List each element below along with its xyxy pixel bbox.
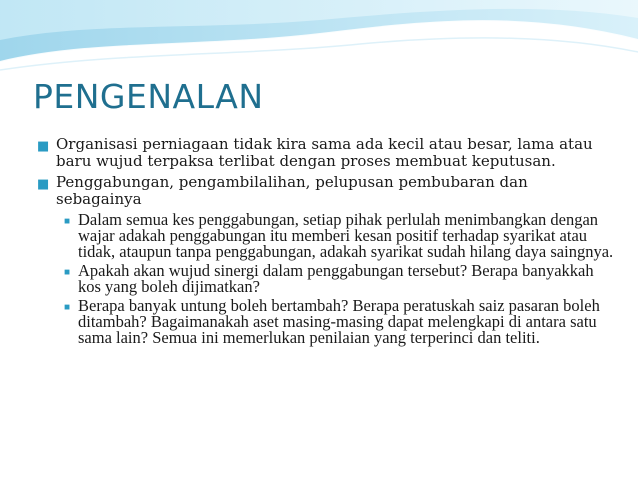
square-bullet-icon: ■	[64, 302, 71, 313]
slide-content	[36, 136, 616, 349]
sub-bullet-text: Berapa banyak untung boleh bertambah? Berapa peratuskah saiz pasaran boleh ditambah? Bagaimanakah aset masing-masing dapat melengkapi di antara satu sama lain? Semua ini memerlukan penilaian yang terperinci dan teliti.	[78, 296, 600, 347]
bullet-item	[36, 174, 616, 208]
square-bullet-icon: ■	[64, 267, 71, 278]
square-bullet-icon: ■	[37, 139, 50, 154]
bullet-item	[36, 136, 616, 170]
sub-bullet-text: Apakah akan wujud sinergi dalam penggabungan tersebut? Berapa banyakkah kos yang boleh dijimatkan?	[78, 261, 594, 296]
sub-bullet-item	[64, 263, 616, 295]
header-wave-decoration	[0, 0, 638, 78]
sub-bullet-item	[64, 212, 616, 260]
square-bullet-icon: ■	[37, 177, 50, 192]
sub-bullet-item	[64, 298, 616, 346]
bullet-text: Organisasi perniagaan tidak kira sama ada kecil atau besar, lama atau baru wujud terpaksa terlibat dengan proses membuat keputusan.	[56, 135, 593, 170]
square-bullet-icon: ■	[64, 216, 71, 227]
sub-bullet-text: Dalam semua kes penggabungan, setiap pihak perlulah menimbangkan dengan wajar adakah penggabungan itu memberi kesan positif terhadap syarikat atau tidak, ataupun tanpa penggabungan, adakah syarikat sudah hilang daya saingnya.	[78, 210, 614, 261]
slide-title: PENGENALAN	[33, 77, 264, 116]
bullet-text: Penggabungan, pengambilalihan, pelupusan pembubaran dan sebagainya	[56, 173, 528, 208]
